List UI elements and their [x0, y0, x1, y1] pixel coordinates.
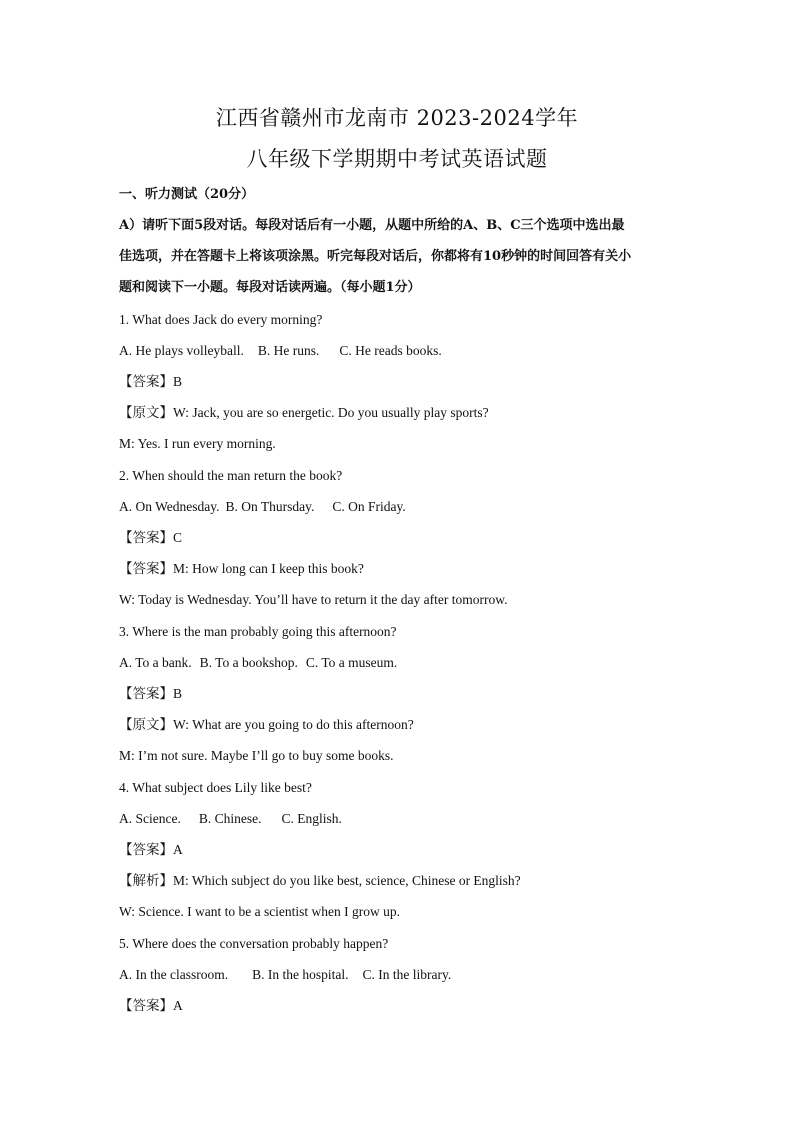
- instructions-line-3: 题和阅读下一小题。每段对话读两遍。（每小题1分）: [119, 280, 421, 295]
- transcript-1-line-2: M: Yes. I run every morning.: [119, 436, 276, 451]
- option-c: C. On Friday.: [332, 499, 406, 514]
- answer-2: 【答案】C: [119, 530, 183, 545]
- doc-title-line-1: 江西省赣州市龙南市 2023-2024学年: [215, 106, 579, 130]
- question-1-options: [119, 341, 442, 361]
- option-c: C. English.: [281, 811, 342, 826]
- analysis-label: 【解析】: [119, 873, 173, 888]
- analysis-text: M: Which subject do you like best, science, Chinese or English?: [173, 873, 521, 888]
- transcript-text: W: Jack, you are so energetic. Do you usually play sports?: [173, 405, 489, 420]
- option-a: A. Science.: [119, 811, 181, 826]
- option-a: A. He plays volleyball.: [119, 343, 244, 358]
- option-b: B. To a bookshop.: [199, 655, 298, 670]
- transcript-2-line-2: W: Today is Wednesday. You’ll have to return it the day after tomorrow.: [119, 592, 508, 607]
- question-4: 4. What subject does Lily like best?: [119, 780, 312, 795]
- transcript-label: 【答案】: [119, 561, 173, 576]
- transcript-2-line-1: [119, 559, 364, 579]
- question-2-options: [119, 497, 406, 517]
- option-b: B. He runs.: [257, 343, 320, 358]
- answer-5: 【答案】A: [119, 998, 183, 1013]
- question-2: 2. When should the man return the book?: [119, 468, 343, 483]
- option-c: C. To a museum.: [305, 655, 398, 670]
- question-5-options: [119, 965, 451, 985]
- transcript-label: 【原文】: [119, 405, 173, 420]
- question-3-options: [119, 653, 397, 673]
- transcript-3-line-1: [119, 715, 414, 735]
- analysis-4-line-2: W: Science. I want to be a scientist when I grow up.: [119, 904, 401, 919]
- transcript-1-line-1: [119, 403, 489, 423]
- transcript-text: W: What are you going to do this afternoon?: [173, 717, 414, 732]
- transcript-text: M: How long can I keep this book?: [173, 561, 364, 576]
- transcript-label: 【原文】: [119, 717, 173, 732]
- option-c: C. In the library.: [362, 967, 452, 982]
- doc-title-line-2: 八年级下学期期中考试英语试题: [246, 147, 548, 171]
- answer-3: 【答案】B: [119, 686, 183, 701]
- option-a: A. To a bank.: [119, 655, 192, 670]
- option-b: B. On Thursday.: [225, 499, 315, 514]
- analysis-4-line-1: [119, 871, 521, 891]
- option-a: A. On Wednesday.: [119, 499, 220, 514]
- section-heading: 一、听力测试（20分）: [119, 187, 255, 202]
- question-5: 5. Where does the conversation probably happen?: [119, 936, 389, 951]
- question-1: 1. What does Jack do every morning?: [119, 312, 323, 327]
- option-b: B. Chinese.: [198, 811, 262, 826]
- option-a: A. In the classroom.: [119, 967, 229, 982]
- question-4-options: [119, 809, 342, 829]
- option-b: B. In the hospital.: [252, 967, 349, 982]
- answer-4: 【答案】A: [119, 842, 183, 857]
- answer-1: 【答案】B: [119, 374, 183, 389]
- instructions-line-2: 佳选项，并在答题卡上将该项涂黑。听完每段对话后，你都将有10秒钟的时间回答有关小: [119, 249, 632, 264]
- option-c: C. He reads books.: [339, 343, 442, 358]
- transcript-3-line-2: M: I’m not sure. Maybe I’ll go to buy some books.: [119, 748, 394, 763]
- instructions-line-1: A）请听下面5段对话。每段对话后有一小题，从题中所给的A、B、C三个选项中选出最: [119, 218, 625, 233]
- question-3: 3. Where is the man probably going this afternoon?: [119, 624, 397, 639]
